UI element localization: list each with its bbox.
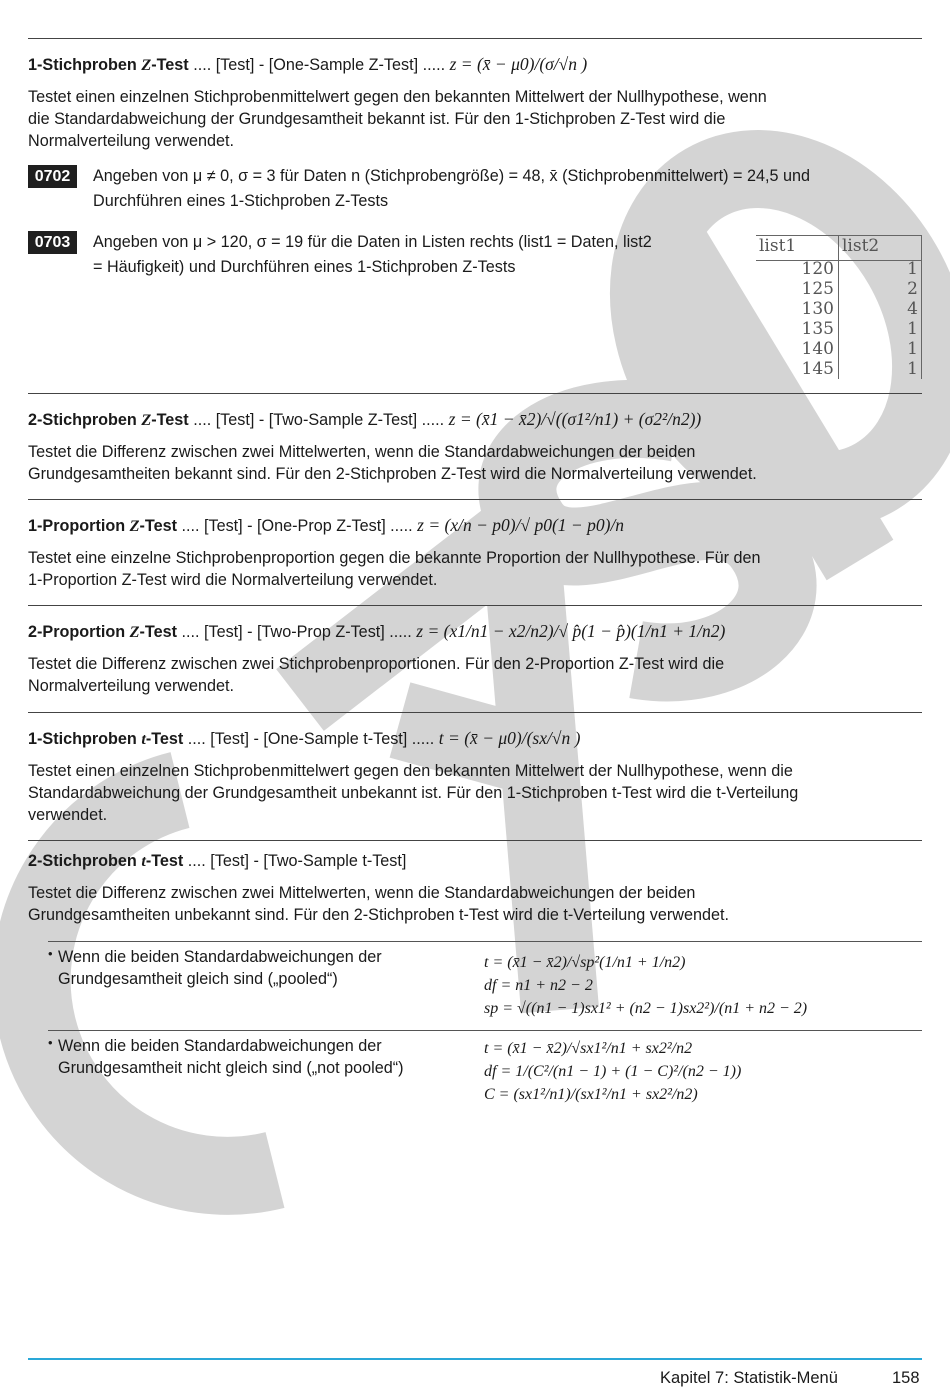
section-description bbox=[28, 86, 922, 152]
footer-rule bbox=[28, 1358, 922, 1360]
section-divider bbox=[28, 712, 922, 713]
formula: t = (x̄1 − x̄2)/√sp²(1/n1 + 1/n2) bbox=[484, 954, 686, 971]
section-title-suffix: -Test bbox=[145, 852, 184, 870]
description-line: die Standardabweichung der Grundgesamtheit bekannt ist. Für den 1-Stichproben Z-Test wird die bbox=[28, 110, 726, 128]
section-title: 2-Proportion bbox=[28, 623, 130, 641]
condition-line: Wenn die beiden Standardabweichungen der bbox=[58, 948, 382, 966]
table-cell: 1 bbox=[907, 319, 918, 339]
section-divider bbox=[28, 38, 922, 39]
table-cell: 4 bbox=[907, 299, 918, 319]
section-heading bbox=[28, 619, 922, 644]
list1-column bbox=[756, 259, 834, 379]
example-line: Angeben von μ > 120, σ = 19 für die Daten in Listen rechts (list1 = Daten, list2 bbox=[93, 233, 652, 251]
section-heading bbox=[28, 52, 922, 77]
example-number-badge: 0703 bbox=[28, 231, 77, 254]
table-cell: 140 bbox=[801, 339, 834, 359]
section-description bbox=[28, 547, 922, 591]
section-heading bbox=[28, 726, 922, 751]
section-divider bbox=[28, 840, 922, 841]
section-divider bbox=[28, 605, 922, 606]
table-cell: 130 bbox=[801, 299, 834, 319]
example-0702-text bbox=[93, 164, 810, 214]
table-right-border bbox=[921, 235, 922, 379]
table-cell: 125 bbox=[801, 279, 834, 299]
list2-column bbox=[840, 259, 918, 379]
table-rule bbox=[48, 1030, 922, 1031]
column-header-list1: list1 bbox=[759, 236, 797, 256]
description-line: Grundgesamtheiten bekannt sind. Für den 2-Stichproben Z-Test wird die Normalverteilung verwendet. bbox=[28, 465, 757, 483]
description-line: Testet einen einzelnen Stichprobenmittelwert gegen den bekannten Mittelwert der Nullhypothese, wenn die bbox=[28, 762, 793, 780]
bullet-icon: • bbox=[48, 1035, 53, 1050]
section-description bbox=[28, 653, 922, 697]
menu-path: .... [Test] - [Two-Prop Z-Test] ..... bbox=[177, 623, 417, 641]
condition-line: Wenn die beiden Standardabweichungen der bbox=[58, 1037, 382, 1055]
description-line: 1-Proportion Z-Test wird die Normalverteilung verwendet. bbox=[28, 571, 438, 589]
formula: df = n1 + n2 − 2 bbox=[484, 977, 593, 994]
section-title: 2-Stichproben bbox=[28, 411, 142, 429]
list-data-table bbox=[756, 235, 922, 379]
description-line: Testet einen einzelnen Stichprobenmittelwert gegen den bekannten Mittelwert der Nullhypothese, wenn bbox=[28, 88, 767, 106]
formula: t = (x̄1 − x̄2)/√sx1²/n1 + sx2²/n2 bbox=[484, 1040, 693, 1057]
example-line: = Häufigkeit) und Durchführen eines 1-Stichproben Z-Tests bbox=[93, 258, 516, 276]
example-line: Angeben von μ ≠ 0, σ = 3 für Daten n (Stichprobengröße) = 48, x̄ (Stichprobenmittelwert) = 24,5 und bbox=[93, 167, 811, 185]
section-one-sample-t bbox=[28, 726, 922, 826]
section-title-symbol: Z bbox=[141, 56, 152, 74]
table-cell: 145 bbox=[801, 359, 834, 379]
table-cell: 1 bbox=[907, 259, 918, 279]
table-column-divider bbox=[838, 235, 839, 379]
bullet-icon: • bbox=[48, 946, 53, 961]
section-title-suffix: -Test bbox=[139, 623, 177, 641]
section-title-symbol: t bbox=[141, 852, 146, 870]
pooled-formulas bbox=[484, 951, 884, 1020]
description-line: verwendet. bbox=[28, 806, 108, 824]
table-cell: 2 bbox=[907, 279, 918, 299]
example-line: Durchführen eines 1-Stichproben Z-Tests bbox=[93, 192, 389, 210]
section-two-sample-t bbox=[28, 849, 922, 926]
column-header-list2: list2 bbox=[842, 236, 880, 256]
formula: sp = √((n1 − 1)sx1² + (n2 − 1)sx2²)/(n1 + n2 − 2) bbox=[484, 1000, 808, 1017]
description-line: Testet eine einzelne Stichprobenproportion gegen die bekannte Proportion der Nullhypothese. Für den bbox=[28, 549, 761, 567]
section-title-suffix: -Test bbox=[151, 411, 189, 429]
section-two-sample-z bbox=[28, 407, 922, 485]
description-line: Normalverteilung verwendet. bbox=[28, 677, 235, 695]
section-title: 1-Stichproben bbox=[28, 730, 142, 748]
formula: df = 1/(C²/(n1 − 1) + (1 − C)²/(n2 − 1)) bbox=[484, 1063, 742, 1080]
not-pooled-formulas bbox=[484, 1037, 884, 1106]
section-one-prop-z bbox=[28, 513, 922, 591]
description-line: Testet die Differenz zwischen zwei Mittelwerten, wenn die Standardabweichungen der beiden bbox=[28, 884, 696, 902]
section-title-symbol: Z bbox=[129, 517, 140, 535]
page-number: 158 bbox=[892, 1369, 920, 1387]
menu-path: .... [Test] - [One-Sample Z-Test] ..... bbox=[188, 56, 450, 74]
example-number-badge: 0702 bbox=[28, 165, 77, 188]
formula: C = (sx1²/n1)/(sx1²/n1 + sx2²/n2) bbox=[484, 1086, 698, 1103]
section-title-symbol: Z bbox=[129, 623, 140, 641]
formula: z = (x̄ − μ0)/(σ/√n ) bbox=[449, 54, 588, 74]
section-heading bbox=[28, 407, 922, 432]
section-title: 2-Stichproben bbox=[28, 852, 142, 870]
formula: z = (x̄1 − x̄2)/√((σ1²/n1) + (σ2²/n2)) bbox=[448, 409, 702, 429]
menu-path: .... [Test] - [Two-Sample Z-Test] ..... bbox=[188, 411, 449, 429]
chapter-title: Kapitel 7: Statistik-Menü bbox=[660, 1369, 838, 1387]
table-cell: 120 bbox=[801, 259, 834, 279]
table-cell: 135 bbox=[801, 319, 834, 339]
not-pooled-condition bbox=[58, 1035, 478, 1079]
description-line: Standardabweichung der Grundgesamtheit unbekannt ist. Für den 1-Stichproben t-Test wird die t-Verteilung bbox=[28, 784, 799, 802]
pooled-condition bbox=[58, 946, 478, 990]
section-description bbox=[28, 441, 922, 485]
section-title: 1-Proportion bbox=[28, 517, 130, 535]
section-heading bbox=[28, 849, 922, 873]
section-title-symbol: t bbox=[141, 730, 146, 748]
description-line: Testet die Differenz zwischen zwei Mittelwerten, wenn die Standardabweichungen der beiden bbox=[28, 443, 696, 461]
menu-path: .... [Test] - [Two-Sample t-Test] bbox=[183, 852, 407, 870]
table-cell: 1 bbox=[907, 359, 918, 379]
formula: z = (x/n − p0)/√ p0(1 − p0)/n bbox=[417, 515, 625, 535]
menu-path: .... [Test] - [One-Prop Z-Test] ..... bbox=[177, 517, 418, 535]
example-0703-text bbox=[93, 230, 652, 280]
table-cell: 1 bbox=[907, 339, 918, 359]
section-title-suffix: -Test bbox=[145, 730, 184, 748]
section-title-suffix: -Test bbox=[139, 517, 177, 535]
description-line: Grundgesamtheiten unbekannt sind. Für den 2-Stichproben t-Test wird die t-Verteilung verwendet. bbox=[28, 906, 729, 924]
section-divider bbox=[28, 393, 922, 394]
section-one-sample-z bbox=[28, 52, 922, 152]
section-heading bbox=[28, 513, 922, 538]
table-rule bbox=[48, 941, 922, 942]
section-description bbox=[28, 760, 922, 826]
section-title: 1-Stichproben bbox=[28, 56, 142, 74]
formula: t = (x̄ − μ0)/(sx/√n ) bbox=[438, 728, 581, 748]
section-two-prop-z bbox=[28, 619, 922, 697]
formula: z = (x1/n1 − x2/n2)/√ p̂(1 − p̂)(1/n1 + 1/n2) bbox=[416, 621, 726, 641]
condition-line: Grundgesamtheit nicht gleich sind („not pooled“) bbox=[58, 1059, 404, 1077]
menu-path: .... [Test] - [One-Sample t-Test] ..... bbox=[183, 730, 439, 748]
condition-line: Grundgesamtheit gleich sind („pooled“) bbox=[58, 970, 338, 988]
section-title-symbol: Z bbox=[141, 411, 152, 429]
description-line: Normalverteilung verwendet. bbox=[28, 132, 235, 150]
section-divider bbox=[28, 499, 922, 500]
section-description bbox=[28, 882, 922, 926]
description-line: Testet die Differenz zwischen zwei Stichprobenproportionen. Für den 2-Proportion Z-Test wird die bbox=[28, 655, 725, 673]
section-title-suffix: -Test bbox=[151, 56, 189, 74]
